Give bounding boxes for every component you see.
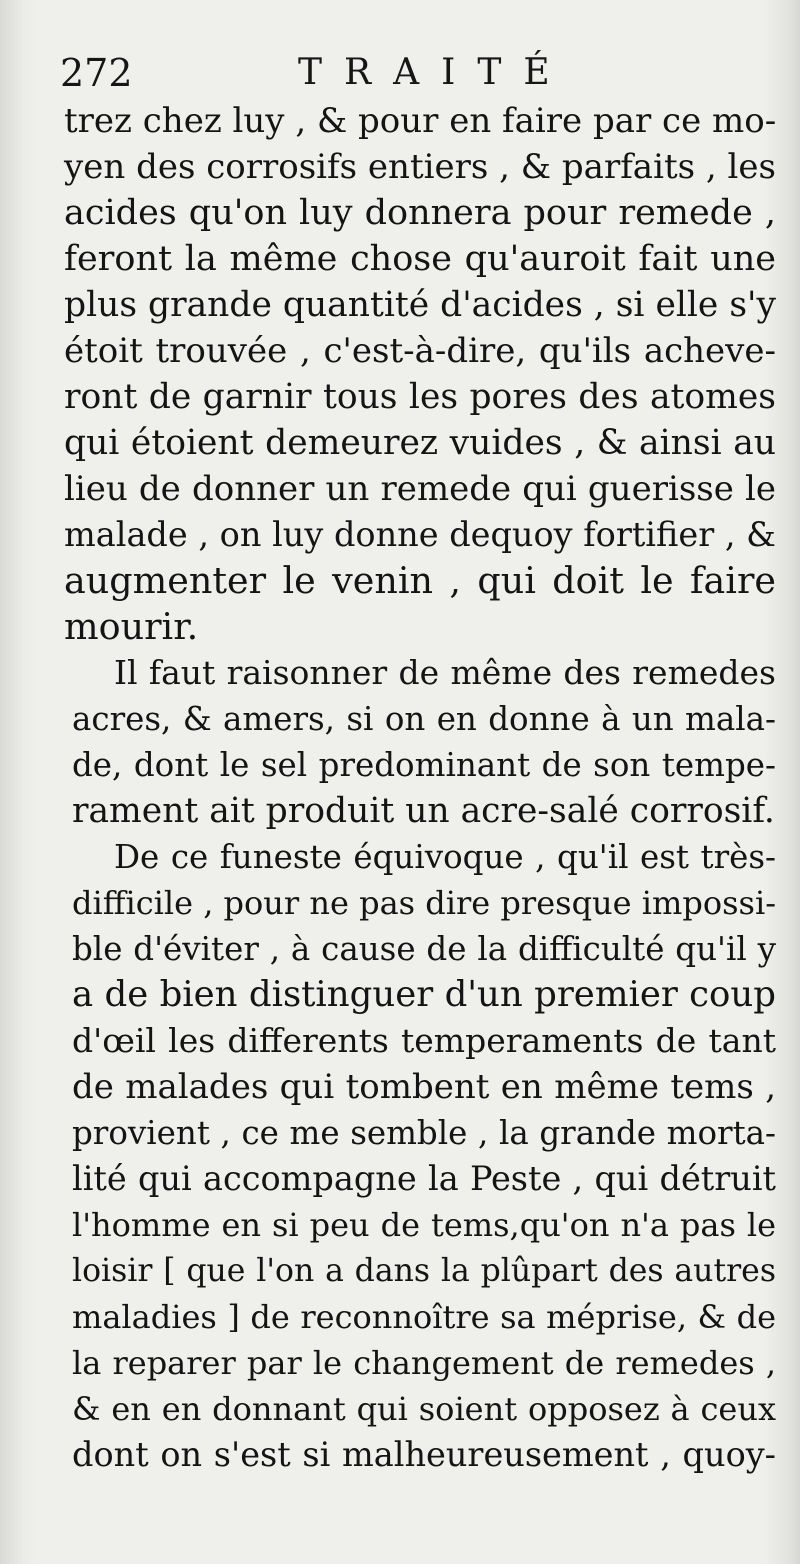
text-line: qui étoient demeurez vuides , & ainsi au: [64, 423, 776, 463]
paragraph-first-line: De ce funeste équivoque , qu'il est très-: [114, 838, 776, 876]
text-line: trez chez luy , & pour en faire par ce mo-: [64, 101, 777, 141]
text-line: maladies ] de reconnoître sa méprise, & de: [72, 1298, 776, 1336]
text-line: augmenter le venin , qui doit le faire: [64, 559, 776, 602]
text-line: acres, & amers, si on en donne à un mala-: [72, 700, 776, 738]
text-line: ble d'éviter , à cause de la difficulté qu'il y: [72, 930, 776, 968]
body-text: [64, 98, 776, 1478]
text-line: loisir [ que l'on a dans la plûpart des autres: [72, 1253, 776, 1289]
text-line: étoit trouvée , c'est-à-dire, qu'ils acheve-: [64, 331, 776, 371]
gutter-shadow: [0, 0, 40, 1564]
text-line: lieu de donner un remede qui guerisse le: [64, 469, 776, 509]
text-line: & en en donnant qui soient opposez à ceux: [72, 1390, 776, 1428]
text-line: dont on s'est si malheureusement , quoy-: [72, 1435, 776, 1474]
text-line: lité qui accompagne la Peste , qui détruit: [72, 1159, 776, 1198]
text-line: difficile , pour ne pas dire presque impossi-: [72, 884, 776, 922]
text-line: plus grande quantité d'acides , si elle s'y: [64, 285, 776, 325]
text-line: de malades qui tombent en même tems ,: [72, 1067, 776, 1107]
text-line: yen des corrosifs entiers , & parfaits , les: [64, 147, 776, 187]
text-line: la reparer par le changement de remedes ,: [72, 1344, 776, 1382]
text-line: ront de garnir tous les pores des atomes: [64, 377, 776, 417]
text-line: rament ait produit un acre-salé corrosif.: [72, 791, 775, 831]
text-line: feront la même chose qu'auroit fait une: [64, 239, 776, 279]
text-line: provient , ce me semble , la grande morta-: [72, 1114, 776, 1152]
text-line: l'homme en si peu de tems,qu'on n'a pas le: [72, 1206, 776, 1244]
running-head-title: TRAITÉ: [298, 52, 572, 93]
text-line: mourir.: [64, 605, 199, 648]
paragraph-first-line: Il faut raisonner de même des remedes: [114, 653, 776, 692]
running-head: [60, 50, 780, 100]
page-number: 272: [60, 51, 133, 95]
text-line: malade , on luy donne dequoy fortifier , &: [64, 515, 776, 554]
text-line: de, dont le sel predominant de son tempe-: [72, 746, 776, 784]
text-line: acides qu'on luy donnera pour remede ,: [64, 193, 776, 233]
text-line: a de bien distinguer d'un premier coup: [72, 974, 776, 1015]
text-line: d'œil les differents temperaments de tant: [72, 1021, 776, 1060]
